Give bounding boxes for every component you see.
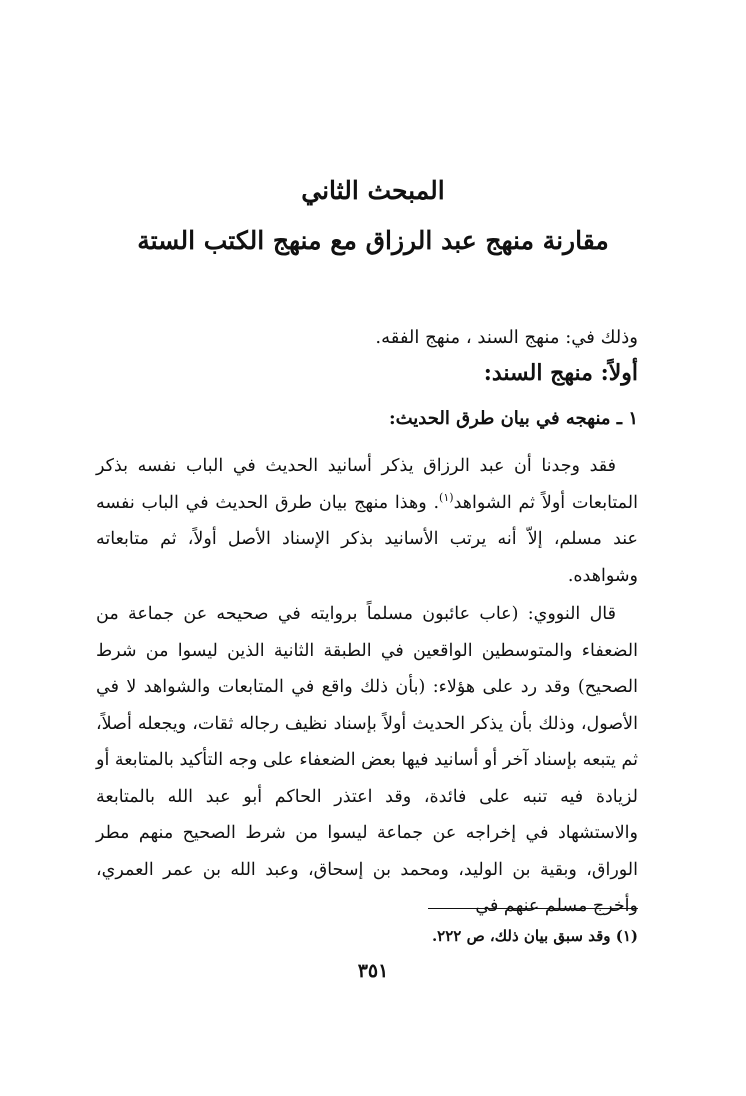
footnote: (١) وقد سبق بيان ذلك، ص ٢٢٢. — [431, 927, 638, 945]
section-subtitle: مقارنة منهج عبد الرزاق مع منهج الكتب الستة — [137, 226, 609, 255]
paragraph-2: قال النووي: (عاب عائبون مسلماً بروايته في صحيحه عن جماعة من الضعفاء والمتوسطين الواقعين في الطبقة الثانية الذين ليسوا من شرط الصحيح) وقد رد على هؤلاء: (بأن ذلك واقع في المتابعات والشواهد لا في الأصول، وذلك بأن يذكر الحديث أولاً بإسناد نظيف رجاله ثقات، ويجعله أصلاً، ثم يتبعه بإسناد آخر أو أسانيد فيها بعض الضعفاء على وجه التأكيد بالمتابعة أو لزيادة فيه تنبه على فائدة، وقد اعتذر الحاكم أبو عبد الله بالمتابعة والاستشهاد في إخراجه عن جماعة ليسوا من شرط الصحيح منهم مطر الوراق، وبقية بن الوليد، ومحمد بن إسحاق، وعبد الله بن عمر العمري، وأخرج مسلم عنهم في — [96, 604, 638, 916]
intro-line: وذلك في: منهج السند ، منهج الفقه. — [375, 327, 638, 348]
section-title: المبحث الثاني — [301, 176, 445, 205]
footnote-divider — [428, 908, 638, 909]
page-number: ٣٥١ — [357, 960, 389, 982]
footnote-marker: (١) — [439, 490, 454, 504]
subheading-one: ١ ـ منهجه في بيان طرق الحديث: — [388, 408, 638, 429]
paragraph-1-part-a: فقد وجدنا أن عبد الرزاق يذكر أسانيد الحديث في الباب نفسه بذكر المتابعات أولاً ثم الشواهد — [96, 456, 638, 513]
paragraph-1 — [96, 448, 638, 594]
paragraph-1-part-b: . وهذا منهج بيان طرق الحديث في الباب نفسه عند مسلم، إلاّ أنه يرتب الأسانيد بذكر الإسناد الأصل أولاً، ثم متابعاته وشواهده. — [96, 492, 638, 586]
heading-first: أولاً: منهج السند: — [483, 360, 638, 386]
